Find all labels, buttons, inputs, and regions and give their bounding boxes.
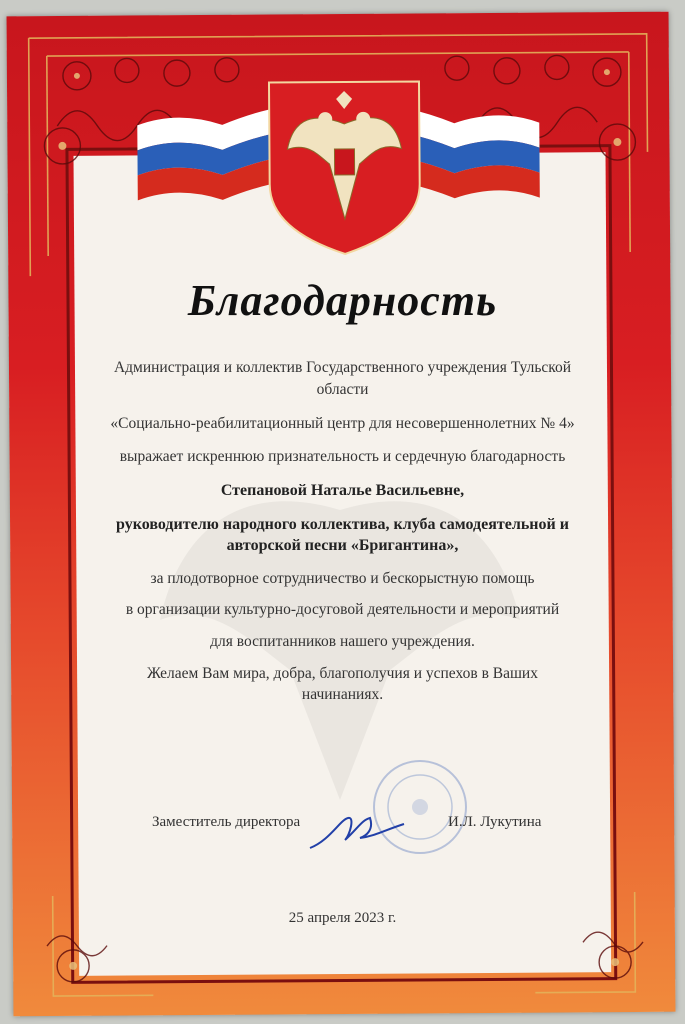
reason-line-1: за плодотворное сотрудничество и бескорыстную помощь [150,570,535,587]
document-date: 25 апреля 2023 г. [288,910,397,926]
org-line-1: Администрация и коллектив Государственного учреждения Тульской [113,359,572,376]
double-headed-eagle-icon [269,81,420,254]
wish-line-1: Желаем Вам мира, добра, благополучия и успехов в Ваших [147,665,538,682]
signatory-position: Заместитель директора [152,814,301,830]
recipient-role-2: авторской песни «Бригантина», [226,537,459,554]
russian-flag-right [407,108,540,199]
russian-flag-left [137,109,270,200]
recipient-name: Степановой Наталье Васильевне, [220,482,465,499]
recipient-role-1: руководителю народного коллектива, клуба самодеятельной и [116,516,569,533]
reason-line-3: для воспитанников нашего учреждения. [210,633,475,650]
signature-icon [300,800,410,860]
page-title: Благодарность [187,276,498,325]
wish-line-2: начинаниях. [301,686,384,703]
signatory-name: И.Л. Лукутина [448,814,542,830]
reason-line-2: в организации культурно-досуговой деятельности и мероприятий [125,601,560,618]
org-line-2: области [316,381,369,398]
gratitude-line: выражает искреннюю признательность и сердечную благодарность [119,448,566,465]
org-line-3: «Социально-реабилитационный центр для несовершеннолетних № 4» [110,415,575,432]
